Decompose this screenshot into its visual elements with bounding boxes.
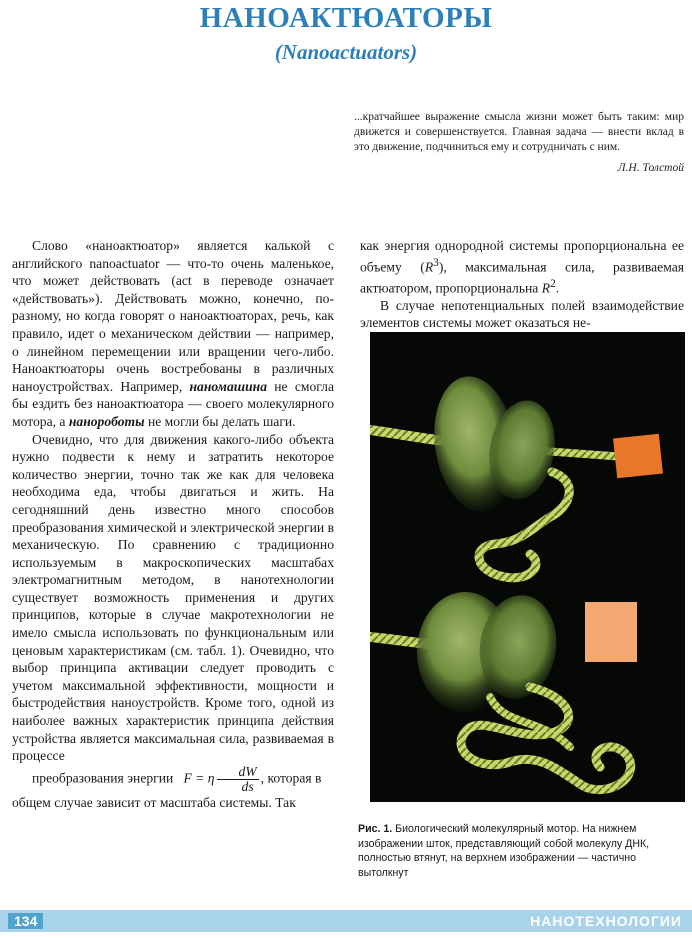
article-subtitle: (Nanoactuators): [274, 40, 418, 64]
top-cargo-block: [613, 434, 663, 479]
section-title: НАНОТЕХНОЛОГИИ: [530, 913, 682, 929]
right-text-a: как энергия однородной системы пропорциональна ее объему (: [360, 238, 684, 275]
exponent-2: 2: [550, 277, 556, 290]
page-footer: [0, 910, 692, 932]
formula-pre: преобразования энергии: [32, 770, 174, 786]
formula-line: [12, 765, 334, 794]
formula-fraction: [217, 765, 259, 794]
paragraph-continued: [360, 237, 684, 297]
top-motor: [370, 371, 663, 578]
paragraph-last-line: общем случае зависит от масштаба системы. Так: [12, 794, 296, 810]
paragraph-nonpotential: В случае непотенциальных полей взаимодействие элементов системы может оказаться не-: [360, 297, 684, 331]
article-title: НАНОАКТЮАТОРЫ: [199, 2, 493, 34]
exponent-3: 3: [433, 256, 439, 269]
caption-text: Биологический молекулярный мотор. На нижнем изображении шток, представляющий собой молекулу ДНК, полностью втянут, на верхнем изображении — частично вытолкнут: [358, 823, 650, 879]
bottom-cargo-block: [585, 602, 637, 662]
right-text-b: ), максимальная сила, развиваемая актюатором, пропорциональна: [360, 259, 685, 296]
molecular-motor-illustration: [370, 332, 685, 802]
var-r-squared: R: [541, 280, 551, 296]
formula-numerator: dW: [217, 765, 259, 780]
epigraph: [354, 110, 684, 176]
intro-text-d: не могли бы делать шаги.: [147, 413, 296, 429]
figure-molecular-motor: [370, 332, 685, 802]
term-nanomachine: наномашина: [189, 378, 268, 394]
var-r-cubed: R: [424, 259, 434, 275]
right-column: [360, 237, 684, 332]
formula-post: , которая в: [260, 770, 322, 786]
right-text-c: .: [555, 280, 560, 296]
intro-text-a: Слово «наноактюатор» является калькой с английского nanoactuator — что-то очень маленькое, что может действовать (act в переводе означает «действовать»). Действовать можно, конечно, по-разному, но когда говорят о наноактюаторах, речь, как правило, идет о механическом действии — например, о линейном перемещении или вращении чего-либо. Наноактюаторы очень востребованы в различных наноустройствах. Например,: [12, 238, 334, 394]
left-column: [12, 237, 334, 811]
epigraph-text: ...кратчайшее выражение смысла жизни может быть таким: мир движется и совершенствуется. Главная задача — внести вклад в это движение, подчиниться ему и сотрудничать с ним.: [354, 111, 684, 153]
epigraph-author: Л.Н. Толстой: [617, 162, 684, 174]
paragraph-energy: Очевидно, что для движения какого-либо объекта нужно подвести к нему и затратить некоторое количество энергии, точно так же как для человека необходима еда, чтобы двигаться и жить. На сегодняшний день известно много способов преобразования химической и электрической энергии в механическую. По сравнению с традиционно используемым в макроскопических масштабах электромагнитным методом, в нанотехнологии существует возможность применения и других принципов, которые в случае макротехнологии не имело смысла использовать по функциональным или ценовым характеристикам (см. табл. 1). Очевидно, что выбор принципа активации следует проводить с учетом максимальной эффективности, мощности и быстродействия наноустройств. Кроме того, одной из наиболее важных характеристик принципа действия устройства является максимальная сила, развиваемая в процессе: [12, 431, 334, 764]
page-number: 134: [8, 913, 43, 929]
formula-lhs: F = η: [183, 770, 215, 786]
paragraph-intro: [12, 237, 334, 431]
bottom-motor: [370, 590, 637, 789]
intro-text-c: не смогла бы ездить без наноактюатора — своего молекулярного мотора, а: [12, 378, 334, 429]
caption-label: Рис. 1.: [358, 823, 393, 835]
term-nanorobots: нанороботы: [68, 413, 145, 429]
figure-caption: [358, 822, 688, 880]
formula-denominator: ds: [241, 778, 254, 794]
